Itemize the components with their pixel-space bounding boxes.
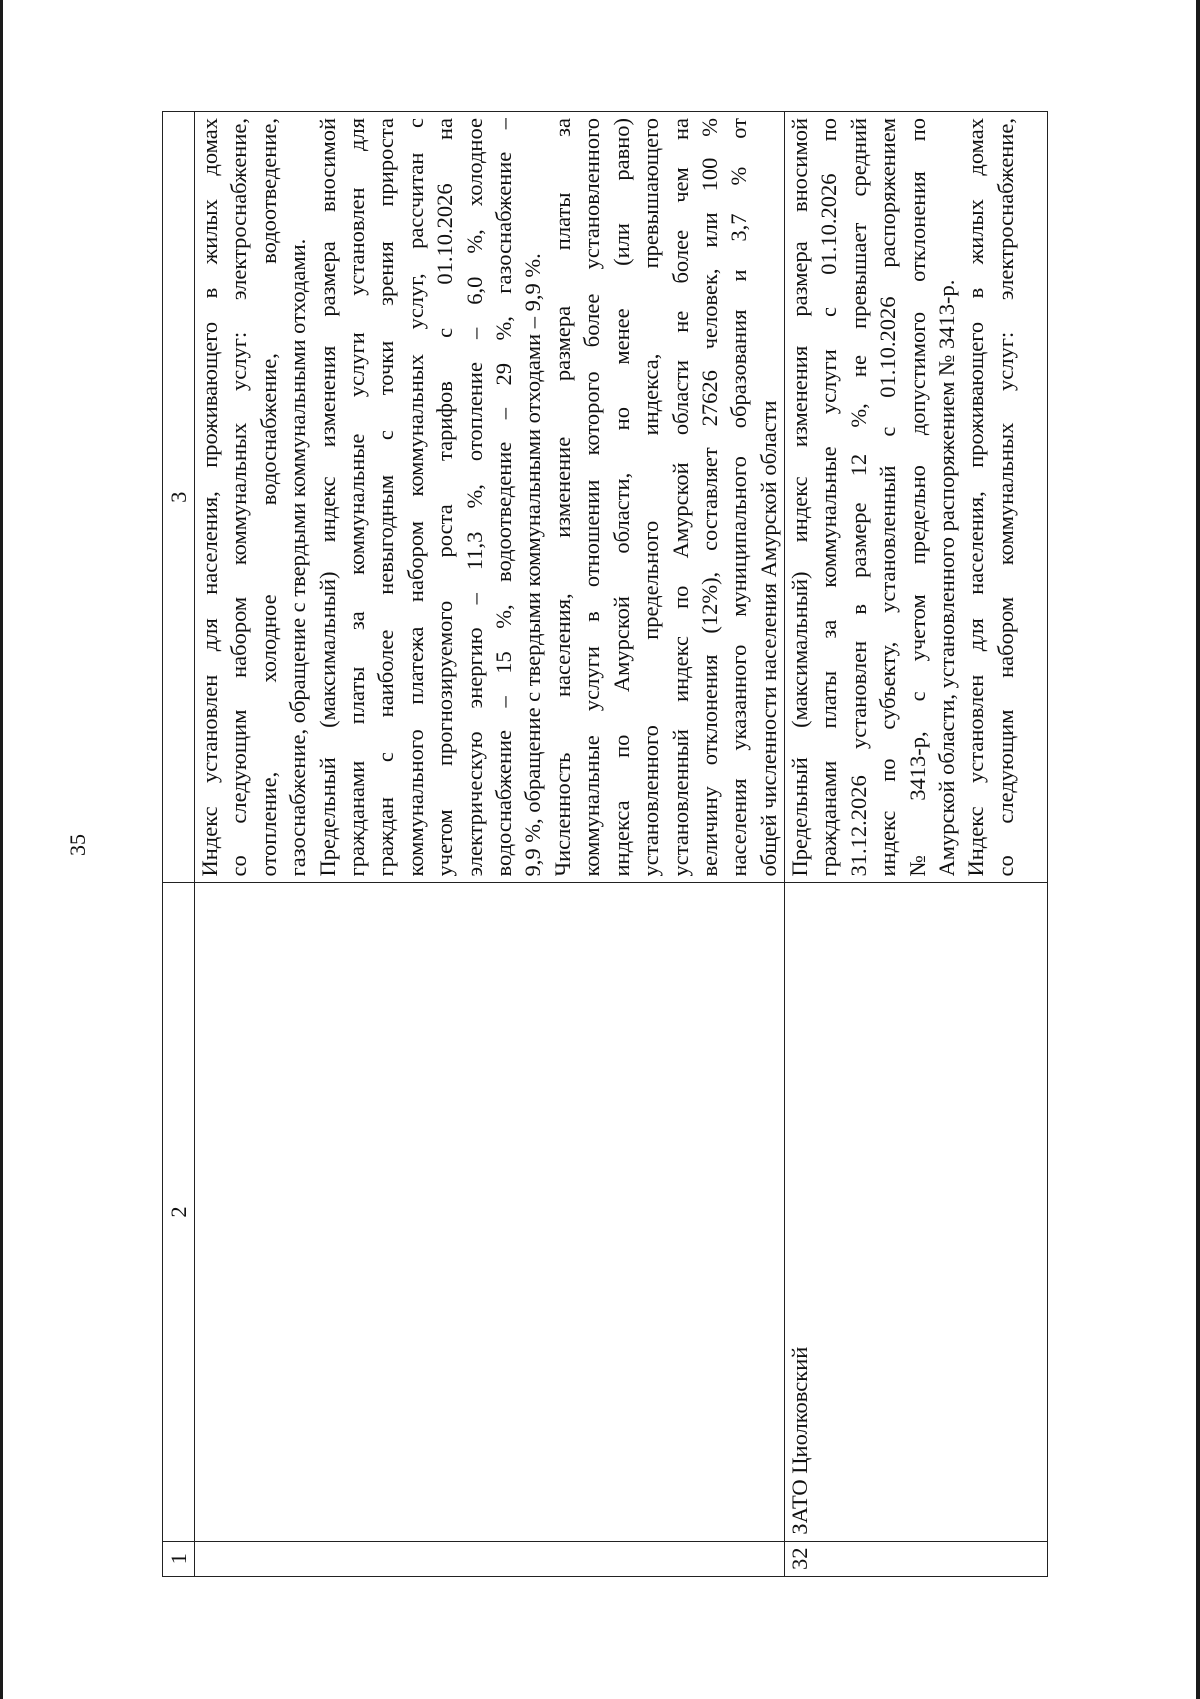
description-line: гражданами платы за коммунальные услуги с 01.10.2026 по [816,118,842,877]
description-line: 31.12.2026 установлен в размере 12 %, не превышает средний [845,118,871,877]
description-text [195,118,783,877]
description-line: № 3413-р, с учетом предельно допустимого отклонения по [904,118,930,877]
column-header-3: 3 [163,112,195,884]
description-line: коммунальные услуги в отношении которого более установленного [579,118,605,877]
description-line: установленного предельного индекса, превышающего [638,118,664,877]
description-line: Индекс установлен для населения, проживающего в жилых домах [197,118,222,877]
description-line: населения указанного муниципального образования и 3,7 % от [726,118,752,877]
description-line: граждан с наиболее невыгодным с точки зрения прироста [373,118,399,877]
description-line: величину отклонения (12%), составляет 27626 человек, или 100 % [696,118,722,877]
rotated-table-wrapper [162,111,1048,1577]
municipality-name-cell [195,883,785,1541]
description-line: гражданами платы за коммунальные услуги установлен для [344,118,370,877]
description-line: газоснабжение, обращение с твердыми коммунальными отходами. [285,238,311,877]
table-row-continued [195,112,785,1577]
description-line: учетом прогнозируемого роста тарифов с 01.10.2026 на [432,118,458,877]
description-line: установленный индекс по Амурской области не более чем на [667,118,693,877]
description-line: 9,9 %, обращение с твердыми коммунальными отходами – 9,9 %. [520,253,546,877]
description-line: электрическую энергию – 11,3 %, отопление – 6,0 %, холодное [461,118,487,877]
municipality-name-cell: ЗАТО Циолковский [785,883,1048,1541]
description-line: общей численности населения Амурской области [755,400,781,877]
description-line: Амурской области, установленного распоряжением № 3413-р. [934,279,960,877]
description-line: Предельный (максимальный) индекс изменения размера вносимой [314,118,340,877]
scan-edge-right [1196,0,1200,1699]
description-line: водоснабжение – 15 %, водоотведение – 29 %, газоснабжение – [491,118,517,877]
description-cell [785,112,1048,884]
description-text [785,118,1020,877]
description-line: Предельный (максимальный) индекс изменения размера вносимой [787,118,812,877]
description-cell [195,112,785,884]
description-line: индекс по субъекту, установленный с 01.10.2026 распоряжением [875,118,901,877]
description-line: индекса по Амурской области, но менее (или равно) [608,118,634,877]
scan-edge-left [0,0,3,1699]
data-table [162,111,1048,1577]
table-header-row [163,112,195,1577]
column-header-2: 2 [163,883,195,1541]
description-line: коммунального платежа набором коммунальных услуг, рассчитан с [402,118,428,877]
description-line: со следующим набором коммунальных услуг: электроснабжение, [226,118,252,877]
row-number-cell: 32 [785,1541,1048,1576]
table-row-32 [785,112,1048,1577]
row-number-cell [195,1541,785,1576]
description-line: Индекс установлен для населения, проживающего в жилых домах [963,118,989,877]
page-number: 35 [65,834,90,856]
column-header-1: 1 [163,1541,195,1576]
description-line: Численность населения, изменение размера платы за [549,118,575,877]
description-line: со следующим набором коммунальных услуг: электроснабжение, [992,118,1018,877]
description-line: отопление, холодное водоснабжение, водоотведение, [255,118,281,877]
